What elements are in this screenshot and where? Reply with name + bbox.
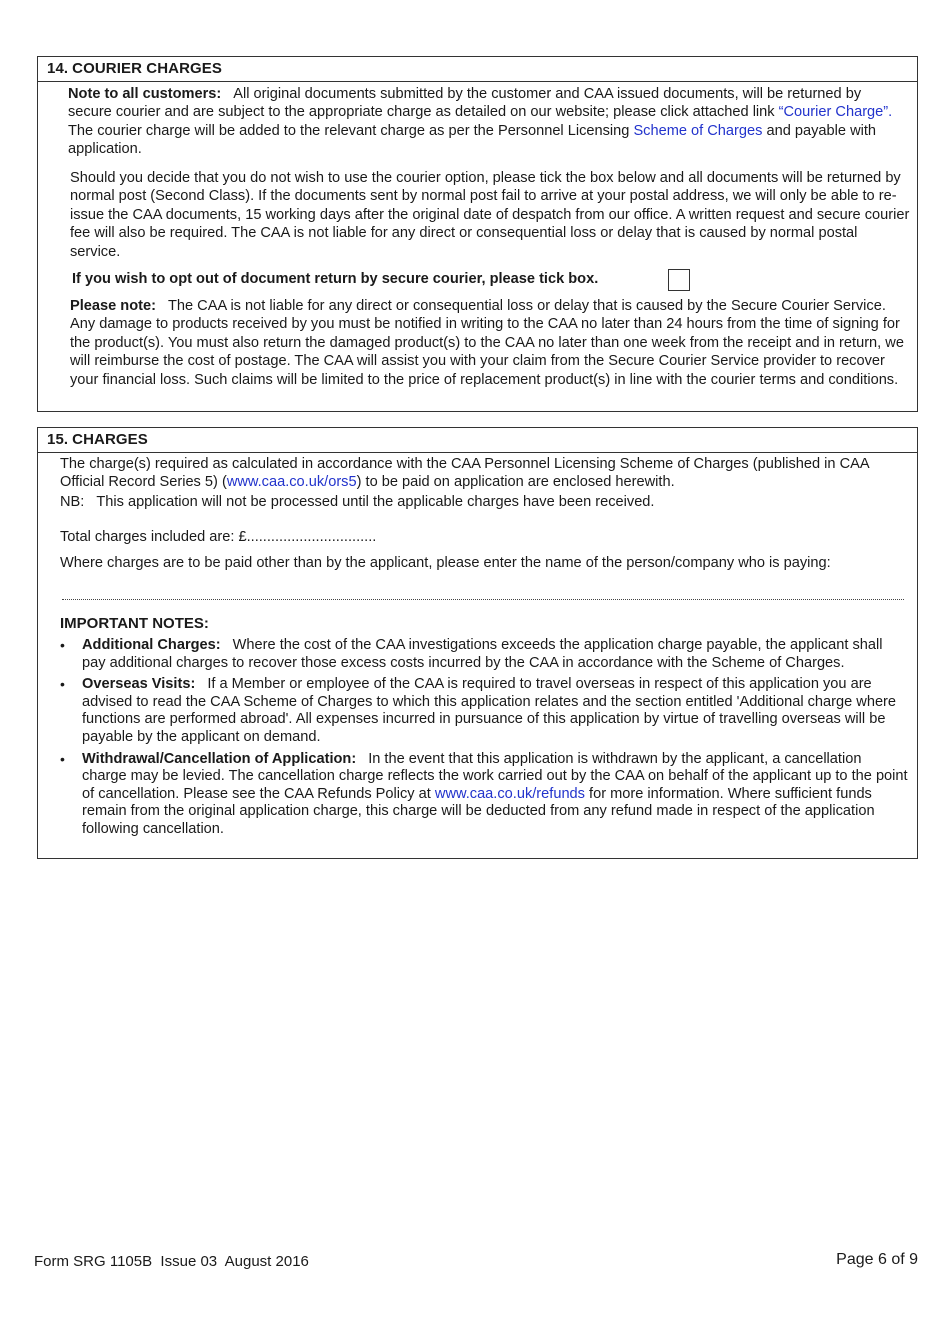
charges-paragraph [60, 455, 910, 492]
nb-text: This application will not be processed until the applicable charges have been received. [96, 494, 655, 510]
important-notes-list [38, 637, 908, 843]
note-text-cont: for more information. Where sufficient funds remain from the original application charge, this charge will be deducted from any refund made in respect of the application following cancellation. [82, 785, 875, 837]
note-text-2: The courier charge will be added to the relevant charge as per the Personnel Licensing [68, 122, 630, 139]
nb-label: NB: [60, 494, 85, 510]
note-to-customers-paragraph [68, 85, 908, 159]
section-15-header [38, 428, 917, 453]
bullet-icon: • [60, 750, 65, 767]
nb-paragraph [60, 493, 910, 511]
section-14-number: 14. [47, 60, 69, 77]
opt-out-checkbox[interactable] [668, 269, 690, 291]
payer-instructions: Where charges are to be paid other than by the applicant, please enter the name of the person/company who is paying: [60, 555, 831, 571]
total-charges-field[interactable]: ................................ [246, 529, 377, 545]
list-item [38, 637, 908, 672]
section-courier-charges [37, 56, 918, 412]
bullet-icon: • [60, 676, 65, 693]
opt-out-label: If you wish to opt out of document return by secure courier, please tick box. [72, 271, 599, 287]
payer-name-field[interactable] [62, 598, 904, 600]
section-15-number: 15. [47, 431, 69, 448]
please-note-label: Please note: [70, 298, 156, 314]
ors5-link[interactable]: www.caa.co.uk/ors5 [226, 474, 357, 491]
charges-text-2: ) to be paid on application are enclosed herewith. [356, 474, 675, 491]
form-reference: Form SRG 1105B Issue 03 August 2016 [34, 1253, 309, 1270]
section-charges [37, 427, 918, 859]
list-item [38, 676, 908, 746]
please-note-paragraph [70, 297, 910, 389]
note-text: Where the cost of the CAA investigations exceeds the application charge payable, the applicant shall pay additional charges to recover those excess costs incurred by the CAA in accordance with the Scheme of Charges. [82, 637, 883, 671]
note-text: In the event that this application is withdrawn by the applicant, a cancellation charge may be levied. The cancellation charge reflects the work carried out by the CAA on behalf of the applicant up to the point of cancellation. Please see the CAA Refunds Policy at [82, 750, 908, 802]
section-15-title: CHARGES [72, 431, 148, 448]
note-label: Withdrawal/Cancellation of Application: [82, 750, 357, 767]
section-14-title: COURIER CHARGES [72, 60, 223, 77]
note-label: Overseas Visits: [82, 676, 196, 693]
normal-post-paragraph: Should you decide that you do not wish to use the courier option, please tick the box below and all documents will be returned by normal post (Second Class). If the documents sent by normal post fail to arrive at your postal address, we will only be able to re-issue the CAA documents, 15 working days after the original date of despatch from our office. A written request and secure courier fee will also be required. The CAA is not liable for any direct or consequential loss or delay that is caused by normal postal service. [70, 170, 910, 260]
note-text: If a Member or employee of the CAA is required to travel overseas in respect of this application you are advised to read the CAA Scheme of Charges to which this application relates and the section entitled 'Additional charge where functions are performed abroad'. All expenses incurred in pursuance of this application by virtue of travelling overseas will be payable by the applicant on demand. [82, 676, 897, 745]
total-charges-row [60, 528, 376, 546]
note-text-1: All original documents submitted by the customer and CAA issued documents, will be returned by secure courier and are subject to the appropriate charge as detailed on our website; please click attached link [68, 86, 862, 121]
courier-charge-link[interactable]: “Courier Charge”. [778, 104, 893, 121]
please-note-text: The CAA is not liable for any direct or consequential loss or delay that is caused by the Secure Courier Service. Any damage to products received by you must be notified in writing to the CAA no later than 24 hours from the time of signing for the product(s). You must also return the damaged product(s) to the CAA no later than one week from the receipt and in return, we will reimburse the cost of postage. The CAA will assist you with your claim from the Secure Courier Service provider to recover your financial loss. Such claims will be limited to the price of replacement product(s) in line with the courier terms and conditions. [70, 298, 904, 388]
charges-text-1: The charge(s) required as calculated in accordance with the CAA Personnel Licensing Scheme of Charges (published in CAA Official Record Series 5) ( [60, 456, 869, 491]
bullet-icon: • [60, 637, 65, 653]
total-charges-label: Total charges included are: £ [60, 529, 247, 545]
list-item [38, 751, 908, 839]
scheme-of-charges-link[interactable]: Scheme of Charges [633, 122, 763, 139]
note-to-customers-label: Note to all customers: [68, 86, 222, 102]
section-14-header [38, 57, 917, 82]
important-notes-heading: IMPORTANT NOTES: [60, 615, 209, 632]
refunds-link[interactable]: www.caa.co.uk/refunds [434, 785, 585, 802]
note-text-3: and payable with application. [68, 122, 877, 158]
page-number: Page 6 of 9 [836, 1251, 918, 1268]
note-label: Additional Charges: [82, 637, 221, 653]
